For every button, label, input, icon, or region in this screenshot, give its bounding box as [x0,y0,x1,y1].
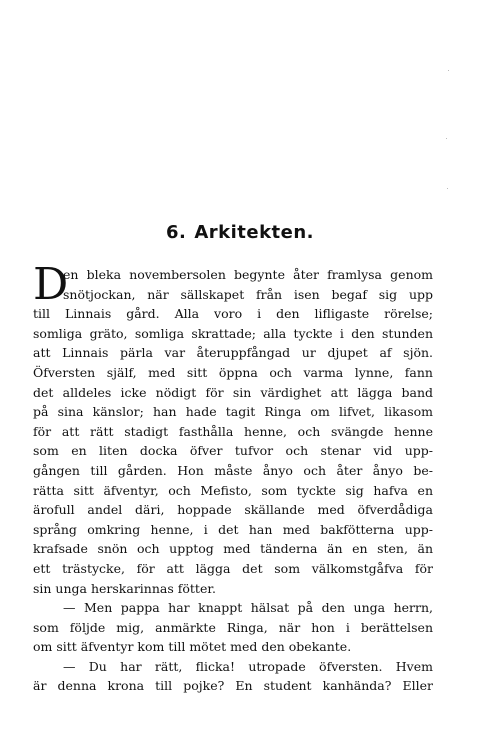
text-line: en bleka novembersolen begynte åter framlysa genom [63,267,433,282]
chapter-number: 6. [165,222,187,243]
text-line: krafsade snön och upptog med tänderna än en sten, än [33,541,433,557]
text-line: på sina känslor; han hade tagit Ringa om lifvet, likasom [33,404,433,420]
chapter-body [33,259,433,696]
text-line: om sitt äfventyr kom till mötet med den obekante. [33,639,352,655]
chapter-heading [0,222,480,243]
text-line: ett trästycke, för att lägga det som välkomstgåfva för [33,560,433,576]
text-line: — Men pappa har knappt hälsat på den unga herrn, [63,600,433,616]
text-line: är denna krona till pojke? En student kanhända? Eller [33,678,433,694]
text-line: som en liten docka öfver tufvor och stenar vid upp- [33,443,433,459]
text-line: rätta sitt äfventyr, och Mefisto, som tyckte sig hafva en [33,482,433,498]
text-line: gången till gården. Hon måste ånyo och åter ånyo be- [33,462,433,478]
text-line: för att rätt stadigt fasthålla henne, och svängde henne [33,423,433,439]
text-line: somliga gräto, somliga skrattade; alla tyckte i den stunden [33,325,433,341]
text-line: som följde mig, anmärkte Ringa, när hon i berättelsen [33,619,433,635]
drop-cap: D [33,259,69,310]
paper-speck [446,138,447,139]
text-line: språng omkring henne, i det han med bakfötterna upp- [33,521,433,537]
text-line: ärofull andel däri, hoppade skällande med öfverdådiga [33,502,433,518]
text-line: — Du har rätt, flicka! utropade öfversten. Hvem [63,658,433,674]
text-line: Öfversten själf, med sitt öppna och varma lynne, fann [33,364,433,380]
text-line: snötjockan, när sällskapet från isen begaf sig upp [63,286,433,302]
text-line: det alldeles icke nödigt för sin värdighet att lägga band [33,384,433,400]
text-line: till Linnais gård. Alla voro i den lifligaste rörelse; [33,306,433,322]
text-line: sin unga herskarinnas fötter. [33,580,216,596]
text-line: att Linnais pärla var återuppfångad ur djupet af sjön. [33,345,433,361]
chapter-title: Arkitekten. [194,222,315,243]
paper-speck [448,70,449,71]
paper-speck [447,188,448,189]
opening-paragraph [33,259,433,310]
